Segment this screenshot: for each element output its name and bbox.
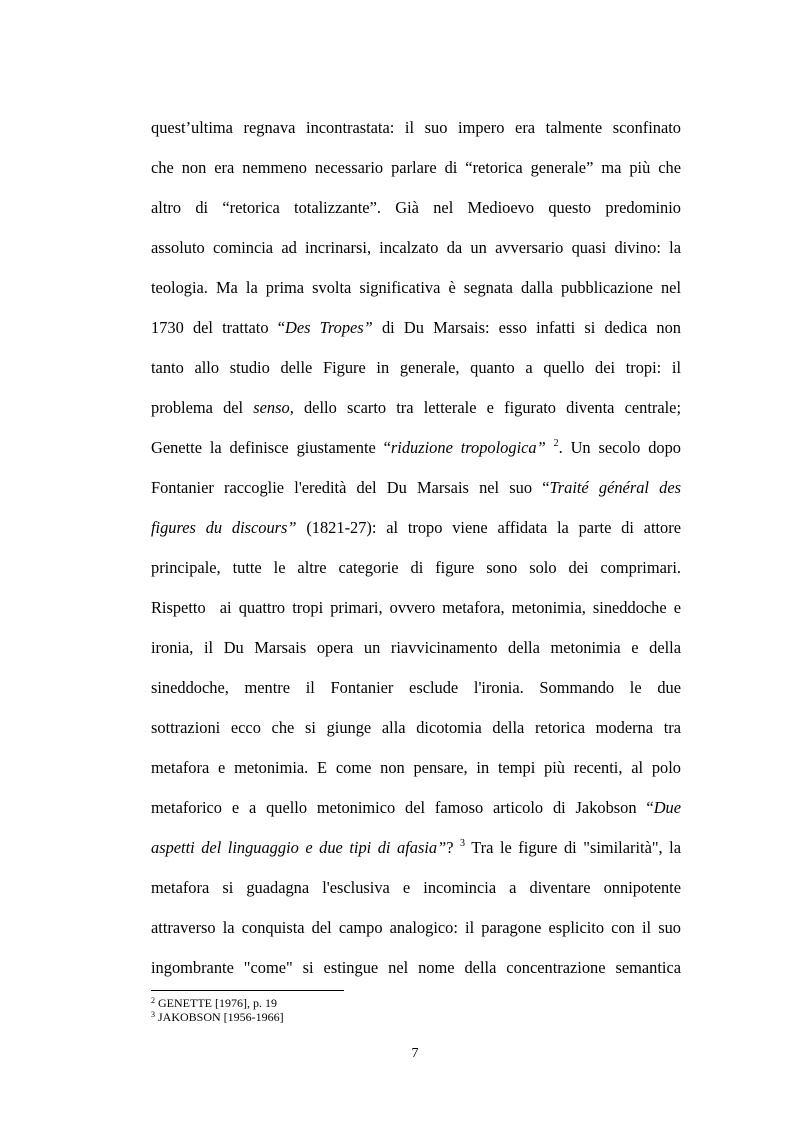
- footnote: $^2$ GENETTE [1976], p. 19: [151, 996, 277, 1010]
- body-line: quest’ultima regnava incontrastata: il suo impero era talmente sconfinato: [151, 118, 681, 137]
- footnote-marker: 3: [151, 1010, 155, 1019]
- body-line: sineddoche, mentre il Fontanier esclude l'ironia. Sommando le due: [151, 678, 681, 697]
- body-line: altro di “retorica totalizzante”. Già nel Medioevo questo predominio: [151, 198, 681, 217]
- body-line: problema del senso, dello scarto tra letterale e figurato diventa centrale;: [151, 398, 681, 417]
- body-line: aspetti del linguaggio e due tipi di afasia”? $^3$ Tra le figure di "similarità", la: [151, 838, 681, 857]
- book-title: Des Tropes”: [285, 318, 373, 337]
- body-line: metafora e metonimia. E come non pensare, in tempi più recenti, al polo: [151, 758, 681, 777]
- book-title: Traité général des: [549, 478, 682, 497]
- body-line: metafora si guadagna l'esclusiva e incomincia a diventare onnipotente: [151, 878, 681, 897]
- article-title: Due: [653, 798, 681, 817]
- body-line: 1730 del trattato “Des Tropes” di Du Marsais: esso infatti si dedica non: [151, 318, 681, 337]
- body-line: assoluto comincia ad incrinarsi, incalzato da un avversario quasi divino: la: [151, 238, 681, 257]
- body-line: Genette la definisce giustamente “riduzione tropologica” $^2$. Un secolo dopo: [151, 438, 681, 457]
- quoted-term: riduzione tropologica”: [390, 438, 554, 457]
- body-line: ironia, il Du Marsais opera un riavvicinamento della metonimia e della: [151, 638, 681, 657]
- footnote-marker: 2: [151, 996, 155, 1005]
- footnote-separator: [151, 990, 344, 991]
- body-line: figures du discours” (1821-27): al tropo viene affidata la parte di attore: [151, 518, 681, 537]
- body-line: ingombrante "come" si estingue nel nome della concentrazione semantica: [151, 958, 681, 977]
- page-number: 7: [411, 1046, 419, 1061]
- body-line: metaforico e a quello metonimico del famoso articolo di Jakobson “Due: [151, 798, 681, 817]
- footnote-ref[interactable]: 2: [553, 438, 559, 449]
- emphasis-term: senso: [253, 398, 290, 417]
- body-line: attraverso la conquista del campo analogico: il paragone esplicito con il suo: [151, 918, 681, 937]
- body-line: tanto allo studio delle Figure in generale, quanto a quello dei tropi: il: [151, 358, 681, 377]
- footnote-ref[interactable]: 3: [460, 838, 466, 849]
- body-line: teologia. Ma la prima svolta significativa è segnata dalla pubblicazione nel: [151, 278, 681, 297]
- article-title: aspetti del linguaggio e due tipi di afasia”: [151, 838, 447, 857]
- body-line: che non era nemmeno necessario parlare di “retorica generale” ma più che: [151, 158, 681, 177]
- footnote: $^3$ JAKOBSON [1956-1966]: [151, 1010, 284, 1024]
- body-line: principale, tutte le altre categorie di figure sono solo dei comprimari.: [151, 558, 681, 577]
- body-line: Rispetto ai quattro tropi primari, ovvero metafora, metonimia, sineddoche e: [151, 598, 681, 617]
- body-line: sottrazioni ecco che si giunge alla dicotomia della retorica moderna tra: [151, 718, 681, 737]
- body-line: Fontanier raccoglie l'eredità del Du Marsais nel suo “Traité général des: [151, 478, 682, 497]
- book-title: figures du discours”: [151, 518, 297, 537]
